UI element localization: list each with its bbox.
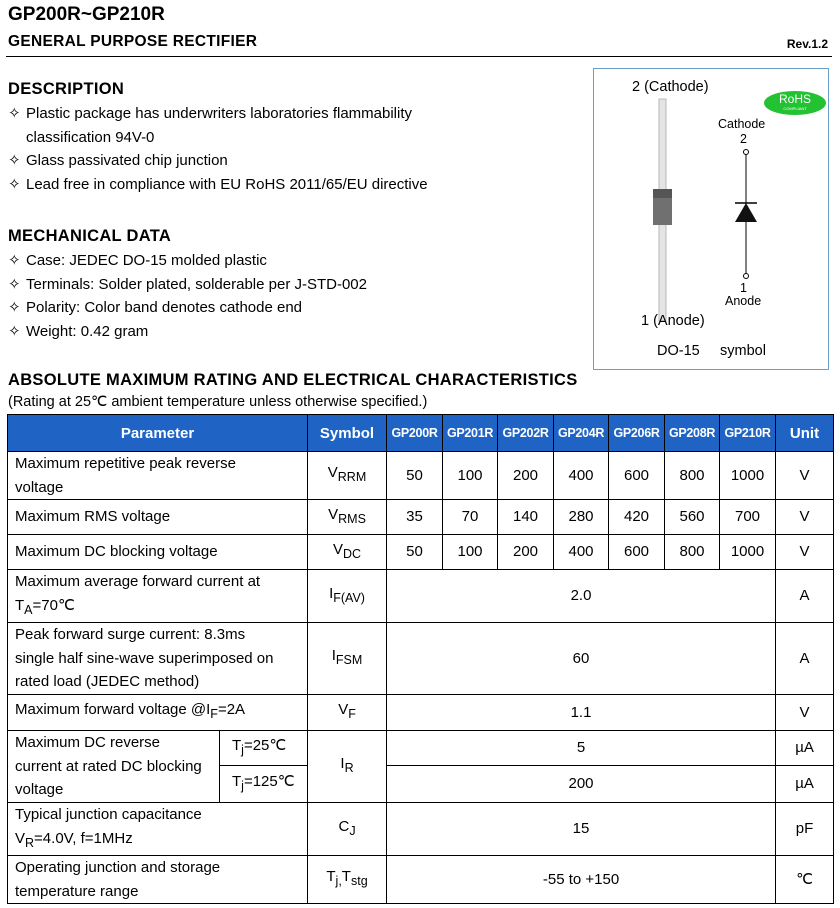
unit-cell: V [776,535,834,570]
diamond-sparkle-icon: ✧ [8,299,21,317]
param-cell: Maximum RMS voltage [8,500,308,535]
unit-cell: V [776,695,834,731]
list-item: ✧ Plastic package has underwriters laboratories flammability [8,102,428,126]
table-row [8,570,834,623]
value-cell: 1000 [720,535,776,570]
value-cell: 800 [665,452,720,500]
table-row [8,695,834,731]
ratings-note: (Rating at 25℃ ambient temperature unless otherwise specified.) [8,394,428,410]
list-item: ✧ Polarity: Color band denotes cathode end [8,296,367,320]
header-symbol: Symbol [308,415,387,452]
table-row [8,452,834,500]
symbol-cell: $C_J$ [308,803,387,856]
header-part: GP200R [387,415,443,452]
symbol-cell: $V_{RMS}$ [308,500,387,535]
value-cell: 15 [387,803,776,856]
description-heading: DESCRIPTION [8,80,125,98]
list-item: ✧ Lead free in compliance with EU RoHS 2011/65/EU directive [8,173,428,197]
list-item: ✧ Case: JEDEC DO-15 molded plastic [8,249,367,273]
param-cell: Operating junction and storage temperature range [8,856,308,904]
diamond-sparkle-icon: ✧ [8,175,21,193]
param-cell: Peak forward surge current: 8.3ms single half sine-wave superimposed on rated load (JEDEC method) [8,623,308,695]
symbol-cathode-number: 2 [740,132,747,146]
value-cell: 60 [387,623,776,695]
unit-cell: A [776,623,834,695]
unit-cell: µA [776,766,834,803]
revision-label: Rev.1.2 [786,37,828,51]
unit-cell: A [776,570,834,623]
header-parameter: Parameter [8,415,308,452]
unit-cell: pF [776,803,834,856]
header-part: GP202R [498,415,554,452]
value-cell: 560 [665,500,720,535]
value-cell: 200 [498,535,554,570]
unit-cell: V [776,452,834,500]
table-row [8,856,834,904]
diamond-sparkle-icon: ✧ [8,252,21,269]
description-list [8,102,428,196]
unit-cell: ℃ [776,856,834,904]
header-part: GP204R [554,415,609,452]
list-item: ✧ Terminals: Solder plated, solderable per J-STD-002 [8,273,367,297]
ratings-table [7,414,834,904]
value-cell: 200 [387,766,776,803]
value-cell: 100 [443,535,498,570]
value-cell: 70 [443,500,498,535]
value-cell: 200 [498,452,554,500]
cathode-band [653,189,672,198]
header-divider [6,56,832,57]
table-row [8,731,834,766]
value-cell: 2.0 [387,570,776,623]
anode-pin-label: 1 (Anode) [641,313,705,329]
anode-terminal [744,274,749,279]
ratings-heading: ABSOLUTE MAXIMUM RATING AND ELECTRICAL CHARACTERISTICS [8,371,578,389]
value-cell: 50 [387,535,443,570]
symbol-cell: $V_{RRM}$ [308,452,387,500]
value-cell: 1000 [720,452,776,500]
header-unit: Unit [776,415,834,452]
symbol-cell: $I_{FSM}$ [308,623,387,695]
param-cell: Maximum DC reverse current at rated DC blocking voltage [8,731,220,803]
symbol-cathode-label: Cathode [718,117,766,131]
value-cell: 1.1 [387,695,776,731]
value-cell: 400 [554,535,609,570]
package-label: DO-15 [657,343,700,359]
diamond-sparkle-icon: ✧ [8,322,21,340]
param-cell: Typical junction capacitance $V_R=4.0V$, f=1MHz [8,803,308,856]
value-cell: 140 [498,500,554,535]
value-cell: 420 [609,500,665,535]
param-cell: Maximum forward voltage $@I_F=2A$ [8,695,308,731]
diamond-sparkle-icon: ✧ [8,105,21,122]
diode-triangle-icon [735,203,757,222]
unit-cell: V [776,500,834,535]
table-row [8,500,834,535]
diamond-sparkle-icon: ✧ [8,275,21,293]
list-item: ✧ Glass passivated chip junction [8,149,428,173]
value-cell: 400 [554,452,609,500]
value-cell: 800 [665,535,720,570]
table-header-row [8,415,834,452]
cathode-pin-label: 2 (Cathode) [632,79,709,95]
value-cell: 100 [443,452,498,500]
symbol-caption: symbol [720,343,766,359]
value-cell: 280 [554,500,609,535]
header-part: GP201R [443,415,498,452]
value-cell: 600 [609,535,665,570]
symbol-cell: $V_{DC}$ [308,535,387,570]
symbol-anode-label: Anode [725,294,762,308]
symbol-cell: $T_{j,}T_{stg}$ [308,856,387,904]
value-cell: 5 [387,731,776,766]
package-figure [593,68,829,370]
symbol-anode-number: 1 [740,281,747,295]
value-cell: 50 [387,452,443,500]
param-cell: Maximum repetitive peak reverse voltage [8,452,308,500]
header-part: GP208R [665,415,720,452]
list-item: ✧ Weight: 0.42 gram [8,320,367,344]
table-row [8,803,834,856]
document-title: GP200R~GP210R [8,4,165,25]
unit-cell: µA [776,731,834,766]
value-cell: 35 [387,500,443,535]
symbol-cell: $V_F$ [308,695,387,731]
package-drawing [594,69,827,369]
condition-cell: $T_j=25℃$ [220,731,308,766]
table-row [8,535,834,570]
table-row [8,623,834,695]
rohs-badge: RoHS COMPLIANT [764,91,826,115]
value-cell: 700 [720,500,776,535]
value-cell: -55 to +150 [387,856,776,904]
symbol-cell: $I_R$ [308,731,387,803]
header-part: GP210R [720,415,776,452]
cathode-terminal [744,150,749,155]
diamond-sparkle-icon: ✧ [8,152,21,170]
param-cell: Maximum average forward current at $T_A=70℃$ [8,570,308,623]
mechanical-list [8,249,367,343]
symbol-cell: $I_{F(AV)}$ [308,570,387,623]
mechanical-heading: MECHANICAL DATA [8,227,172,245]
param-cell: Maximum DC blocking voltage [8,535,308,570]
document-subtitle: GENERAL PURPOSE RECTIFIER [8,33,258,50]
header-part: GP206R [609,415,665,452]
condition-cell: $T_j=125℃$ [220,766,308,803]
list-item-continuation: classification 94V-0 [26,128,155,146]
value-cell: 600 [609,452,665,500]
